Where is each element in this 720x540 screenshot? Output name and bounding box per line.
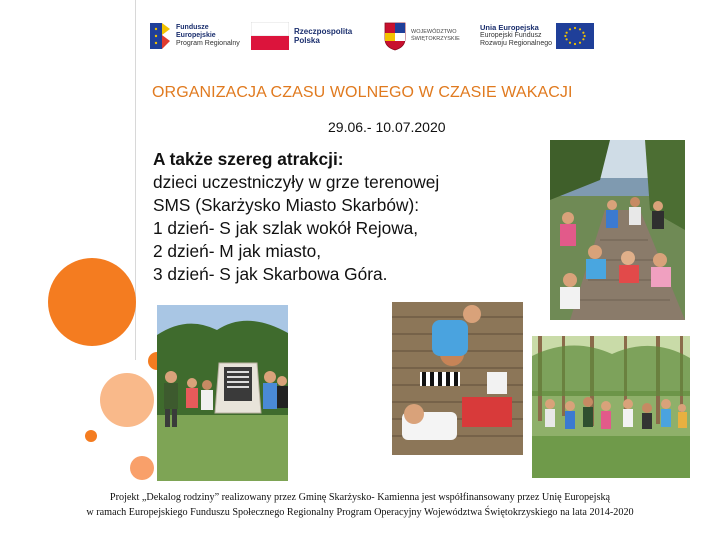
decorative-circle-tiny bbox=[85, 430, 97, 442]
fundusze-line2: Europejskie bbox=[176, 32, 216, 39]
date-range: 29.06.- 10.07.2020 bbox=[328, 119, 446, 135]
decorative-circle-medium bbox=[100, 373, 154, 427]
logo-fundusze-europejskie bbox=[148, 14, 244, 58]
logo-strip bbox=[148, 14, 598, 58]
rzeczpospolita-line2: Polska bbox=[294, 36, 320, 45]
fundusze-line1: Fundusze bbox=[176, 24, 209, 31]
body-text bbox=[153, 148, 553, 286]
wojewodztwo-line1: WOJEWÓDZTWO bbox=[411, 29, 457, 35]
body-line-5: 3 dzień- S jak Skarbowa Góra. bbox=[153, 264, 388, 284]
body-line-4: 2 dzień- M jak miasto, bbox=[153, 241, 322, 261]
decorative-circle-large bbox=[48, 258, 136, 346]
logo-rzeczpospolita bbox=[251, 14, 371, 58]
decorative-circle-bottom bbox=[130, 456, 154, 480]
photo-monument bbox=[157, 305, 288, 481]
body-line-2: SMS (Skarżysko Miasto Skarbów): bbox=[153, 195, 420, 215]
footer-line-1: Projekt „Dekalog rodziny” realizowany przez Gminę Skarżysko- Kamienna jest współfinansowany przez Unię Europejską bbox=[109, 492, 611, 503]
polish-flag-icon bbox=[251, 22, 289, 50]
wojewodztwo-line2: ŚWIĘTOKRZYSKIE bbox=[411, 36, 460, 42]
coat-of-arms-icon bbox=[383, 21, 407, 51]
photo-boardwalk-closeup bbox=[392, 302, 523, 455]
logo-wojewodztwo bbox=[383, 14, 478, 58]
photo-forest bbox=[532, 336, 690, 478]
unia-line1: Unia Europejska bbox=[480, 23, 539, 32]
eu-flag-icon bbox=[556, 23, 594, 49]
page-title: ORGANIZACJA CZASU WOLNEGO W CZASIE WAKACJI bbox=[152, 84, 573, 101]
body-lead: A także szereg atrakcji: bbox=[153, 149, 344, 169]
fundusze-line3: Program Regionalny bbox=[176, 40, 240, 47]
fundusze-emblem-icon bbox=[148, 19, 172, 53]
unia-line2: Europejski Fundusz bbox=[480, 32, 542, 39]
body-line-1: dzieci uczestniczyły w grze terenowej bbox=[153, 172, 440, 192]
footer-line-2: w ramach Europejskiego Funduszu Społecznego Regionalny Program Operacyjny Województwa Świętokrzyskiego na lata 2014-2020 bbox=[86, 507, 634, 518]
footer bbox=[0, 490, 720, 520]
logo-unia-europejska bbox=[480, 14, 598, 58]
rzeczpospolita-line1: Rzeczpospolita bbox=[294, 27, 353, 36]
unia-line3: Rozwoju Regionalnego bbox=[480, 40, 552, 47]
photo-boardwalk bbox=[550, 140, 685, 320]
body-line-3: 1 dzień- S jak szlak wokół Rejowa, bbox=[153, 218, 419, 238]
